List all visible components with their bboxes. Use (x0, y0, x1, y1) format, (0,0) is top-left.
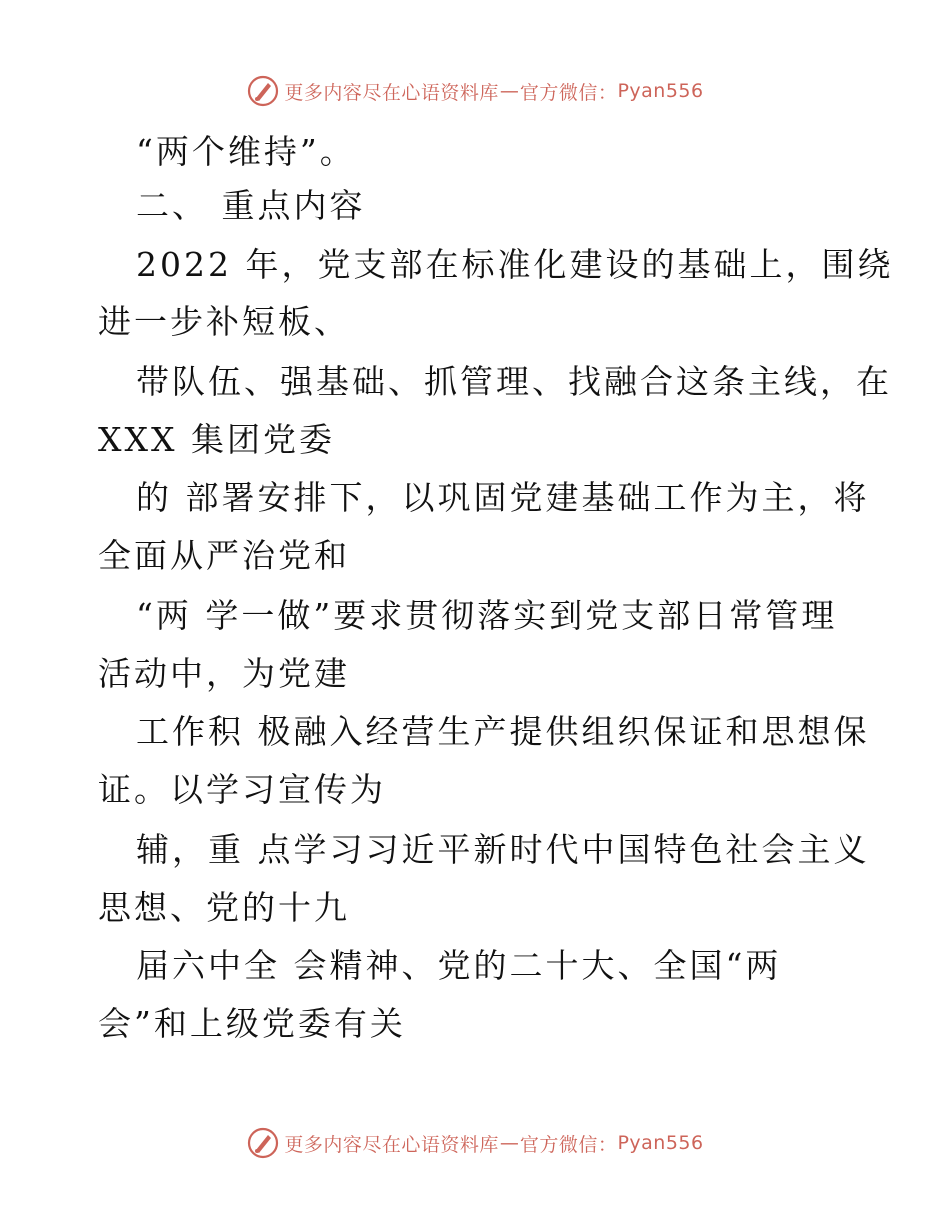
footer-watermark (0, 1126, 950, 1160)
paragraph-line: 进一步补短板、 (98, 302, 350, 341)
watermark-separator: — (499, 1132, 519, 1154)
paragraph-line: 全面从严治党和 (98, 536, 350, 575)
paragraph-line: 会”和上级党委有关 (98, 1004, 406, 1043)
watermark-wechat-id: Pyan556 (617, 1132, 704, 1154)
paragraph-line: 届六中全 会精神、党的二十大、全国“两 (136, 946, 782, 985)
watermark-wechat-label: 官方微信： (519, 81, 618, 104)
paragraph-line: 思想、党的十九 (98, 888, 350, 927)
watermark-wechat-label: 官方微信： (519, 1133, 618, 1156)
watermark-text: 更多内容尽在心语资料库 (284, 81, 499, 104)
paragraph-line: 辅，重 点学习习近平新时代中国特色社会主义 (136, 830, 870, 869)
section-heading: 二、 重点内容 (136, 186, 366, 225)
paragraph-line: “两 学一做”要求贯彻落实到党支部日常管理 (136, 596, 838, 635)
pen-seal-icon (246, 1126, 280, 1160)
paragraph-line: “两个维持”。 (136, 132, 356, 171)
watermark-separator: — (499, 80, 519, 102)
paragraph-line: 带队伍、强基础、抓管理、找融合这条主线，在 (136, 362, 892, 401)
paragraph-line: 2022 年，党支部在标准化建设的基础上，围绕 (136, 245, 894, 284)
paragraph-line: 的 部署安排下，以巩固党建基础工作为主，将 (136, 478, 870, 517)
pen-seal-icon (246, 74, 280, 108)
paragraph-line: 证。以学习宣传为 (98, 770, 386, 809)
paragraph-line: 工作积 极融入经营生产提供组织保证和思想保 (136, 712, 870, 751)
paragraph-line: XXX 集团党委 (98, 420, 335, 459)
watermark-wechat-id: Pyan556 (617, 80, 704, 102)
paragraph-line: 活动中，为党建 (98, 654, 350, 693)
watermark-text: 更多内容尽在心语资料库 (284, 1133, 499, 1156)
header-watermark (0, 74, 950, 108)
